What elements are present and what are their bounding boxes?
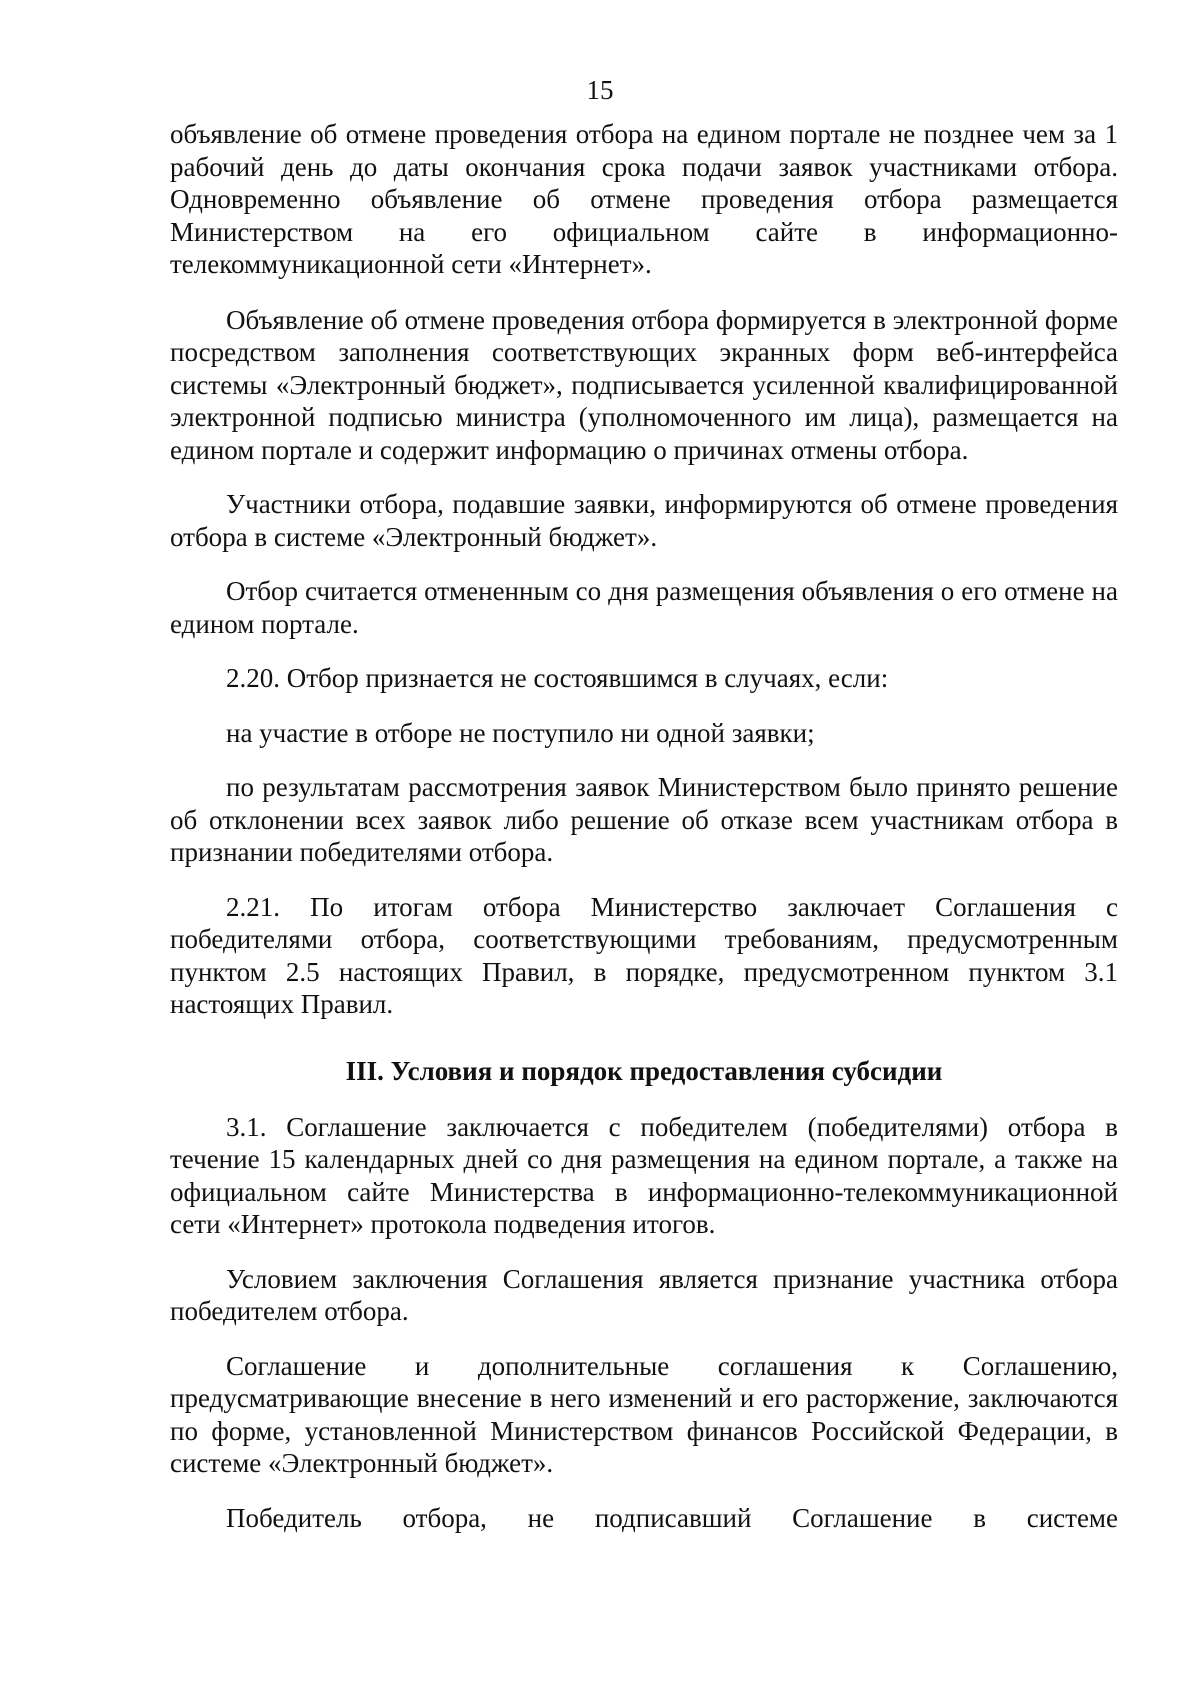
paragraph-clause-2-21: 2.21. По итогам отбора Министерство заключает Соглашения с победителями отбора, соответствующими требованиям, предусмотренным пунктом 2.5 настоящих Правил, в порядке, предусмотренном пунктом 3.1 настоящих Правил. — [170, 891, 1118, 1019]
paragraph-winner-not-signed: Победитель отбора, не подписавший Соглашение в системе — [226, 1502, 1118, 1533]
section-heading: III. Условия и порядок предоставления субсидии — [345, 1055, 943, 1086]
page-number: 15 — [586, 75, 614, 105]
paragraph-clause-2-20: 2.20. Отбор признается не состоявшимся в случаях, если: — [226, 663, 889, 693]
paragraph-agreement-form: Соглашение и дополнительные соглашения к Соглашению, предусматривающие внесение в него изменений и его расторжение, заключаются по форме, установленной Министерством финансов Российской Федерации, в системе «Электронный бюджет». — [170, 1350, 1118, 1478]
paragraph-cancel-notice-deadline: объявление об отмене проведения отбора на едином портале не позднее чем за 1 рабочий день до даты окончания срока подачи заявок участниками отбора. Одновременно объявление об отмене проведения отбора размещается Министерством на его официальном сайте в информационно-телекоммуникационной сети «Интернет». — [170, 119, 1118, 279]
paragraph-no-applications: на участие в отборе не поступило ни одной заявки; — [226, 717, 815, 748]
paragraph-clause-3-1: 3.1. Соглашение заключается с победителем (победителями) отбора в течение 15 календарных дней со дня размещения на едином портале, а также на официальном сайте Министерства в информационно-телекоммуникационной сети «Интернет» протокола подведения итогов. — [170, 1111, 1118, 1239]
document-body — [170, 118, 1118, 1556]
paragraph-participants-informed: Участники отбора, подавшие заявки, информируются об отмене проведения отбора в системе «Электронный бюджет». — [170, 489, 1118, 552]
paragraph-agreement-condition: Условием заключения Соглашения является признание участника отбора победителем отбора. — [170, 1263, 1118, 1326]
paragraph-selection-cancelled: Отбор считается отмененным со дня размещения объявления о его отмене на едином портале. — [170, 576, 1118, 639]
paragraph-cancel-notice-format: Объявление об отмене проведения отбора формируется в электронной форме посредством заполнения соответствующих экранных форм веб-интерфейса системы «Электронный бюджет», подписывается усиленной квалифицированной электронной подписью министра (уполномоченного им лица), размещается на едином портале и содержит информацию о причинах отмены отбора. — [170, 304, 1118, 465]
paragraph-all-rejected: по результатам рассмотрения заявок Министерством было принято решение об отклонении всех заявок либо решение об отказе всем участникам отбора в признании победителями отбора. — [170, 772, 1118, 867]
